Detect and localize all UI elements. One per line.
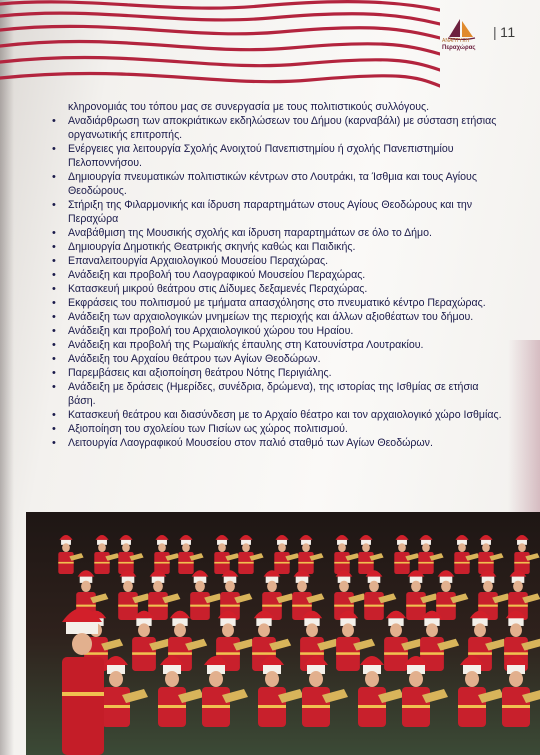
bullet-icon: •	[52, 283, 56, 295]
list-item-text: Ενέργειες για λειτουργία Σχολής Ανοιχτού Πανεπιστημίου ή σχολής Πανεπιστημίου Πελοποννήσου.	[68, 143, 454, 169]
list-item	[52, 408, 507, 422]
bullet-icon: •	[52, 199, 56, 211]
list-item-text: Παρεμβάσεις και αξιοποίηση θεάτρου Νότης Περιγιάλης.	[68, 367, 332, 379]
bullet-icon: •	[52, 325, 56, 337]
list-item	[52, 352, 507, 366]
list-item-text: Εκφράσεις του πολιτισμού με τμήματα απασχόλησης στο πνευματικό κέντρο Περαχώρας.	[68, 297, 486, 309]
list-item-text: Αναβάθμιση της Μουσικής σχολής και ίδρυση παραρτημάτων σε όλο το Δήμο.	[68, 227, 432, 239]
list-item-text: Ανάδειξη των αρχαιολογικών μνημείων της περιοχής και άλλων αξιοθέατων του δήμου.	[68, 311, 474, 323]
list-item	[52, 268, 507, 282]
list-item	[52, 366, 507, 380]
bullet-list	[52, 114, 507, 450]
list-item	[52, 436, 507, 450]
list-item	[52, 142, 507, 170]
bullet-icon: •	[52, 423, 56, 435]
list-item	[52, 198, 507, 226]
bullet-icon: •	[52, 297, 56, 309]
bullet-icon: •	[52, 115, 56, 127]
list-item-text: Ανάδειξη του Αρχαίου θεάτρου των Αγίων Θεοδώρων.	[68, 353, 321, 365]
conductor	[62, 608, 104, 755]
bullet-icon: •	[52, 143, 56, 155]
list-item-text: Ανάδειξη με δράσεις (Ημερίδες, συνέδρια, δρώμενα), της ιστορίας της Ισθμίας σε ετήσια βάση.	[68, 381, 479, 407]
bullet-icon: •	[52, 171, 56, 183]
list-item-text: Ανάδειξη και προβολή της Ρωμαϊκής έπαυλης στη Κατουνίστρα Λουτρακίου.	[68, 339, 424, 351]
page-number-divider: |	[493, 24, 498, 40]
marching-band-photo	[26, 512, 540, 755]
list-item	[52, 380, 507, 408]
list-item-text: Λειτουργία Λαογραφικού Μουσείου στον παλιό σταθμό των Αγίων Θεοδώρων.	[68, 437, 433, 449]
bullet-icon: •	[52, 437, 56, 449]
logo-wordmark	[442, 38, 476, 52]
body-text	[52, 100, 507, 450]
bullet-icon: •	[52, 255, 56, 267]
list-item	[52, 422, 507, 436]
list-item-text: Ανάδειξη και προβολή του Λαογραφικού Μουσείου Περαχώρας.	[68, 269, 366, 281]
list-item	[52, 226, 507, 240]
logo-line2: Περαχώρας	[442, 45, 476, 51]
list-item-text: Δημιουργία πνευματικών πολιτιστικών κέντρων στο Λουτράκι, τα Ίσθμια και τους Αγίους Θεοδώρους.	[68, 171, 477, 197]
bullet-icon: •	[52, 339, 56, 351]
list-item	[52, 310, 507, 324]
bullet-icon: •	[52, 311, 56, 323]
list-item-text: Κατασκευή μικρού θεάτρου στις Δίδυμες δεξαμενές Περαχώρας.	[68, 283, 368, 295]
list-item	[52, 324, 507, 338]
bullet-icon: •	[52, 381, 56, 393]
bullet-icon: •	[52, 353, 56, 365]
list-item-text: Αναδιάρθρωση των αποκριάτικων εκδηλώσεων του Δήμου (καρναβάλι) με σύσταση ετήσιας οργανωτικής επιτροπής.	[68, 115, 497, 141]
bullet-icon: •	[52, 269, 56, 281]
list-item-text: Ανάδειξη και προβολή του Αρχαιολογικού χώρου του Ηραίου.	[68, 325, 354, 337]
list-item-text: Κατασκευή θεάτρου και διασύνδεση με το Αρχαίο θέατρο και τον αρχαιολογικό χώρο Ισθμίας.	[68, 409, 502, 421]
bullet-icon: •	[52, 227, 56, 239]
logo-line1: ΑΝΑΠΤΥΞΗ	[442, 38, 470, 44]
list-item-text: Στήριξη της Φιλαρμονικής και ίδρυση παραρτημάτων στους Αγίους Θεοδώρους και την Περαχώρα	[68, 199, 473, 225]
decorative-waves	[0, 0, 440, 100]
bullet-icon: •	[52, 367, 56, 379]
brand-logo	[440, 18, 490, 54]
page-number	[493, 24, 516, 40]
page-fold-shadow	[0, 0, 14, 755]
list-item-text: Δημιουργία Δημοτικής Θεατρικής σκηνής καθώς και Παιδικής.	[68, 241, 356, 253]
list-item	[52, 254, 507, 268]
list-item	[52, 282, 507, 296]
list-item-text: Αξιοποίηση του σχολείου των Πισίων ως χώρος πολιτισμού.	[68, 423, 348, 435]
list-item	[52, 170, 507, 198]
list-item	[52, 296, 507, 310]
bullet-icon: •	[52, 241, 56, 253]
lead-paragraph: κληρονομιάς του τόπου μας σε συνεργασία με τους πολιτιστικούς συλλόγους.	[68, 101, 430, 113]
list-item	[52, 240, 507, 254]
list-item	[52, 338, 507, 352]
list-item-text: Επαναλειτουργία Αρχαιολογικού Μουσείου Περαχώρας.	[68, 255, 329, 267]
list-item	[52, 114, 507, 142]
bullet-icon: •	[52, 409, 56, 421]
page-number-value: 11	[500, 24, 516, 40]
page-edge-tint	[508, 340, 540, 540]
sail-logo-icon	[446, 18, 476, 40]
